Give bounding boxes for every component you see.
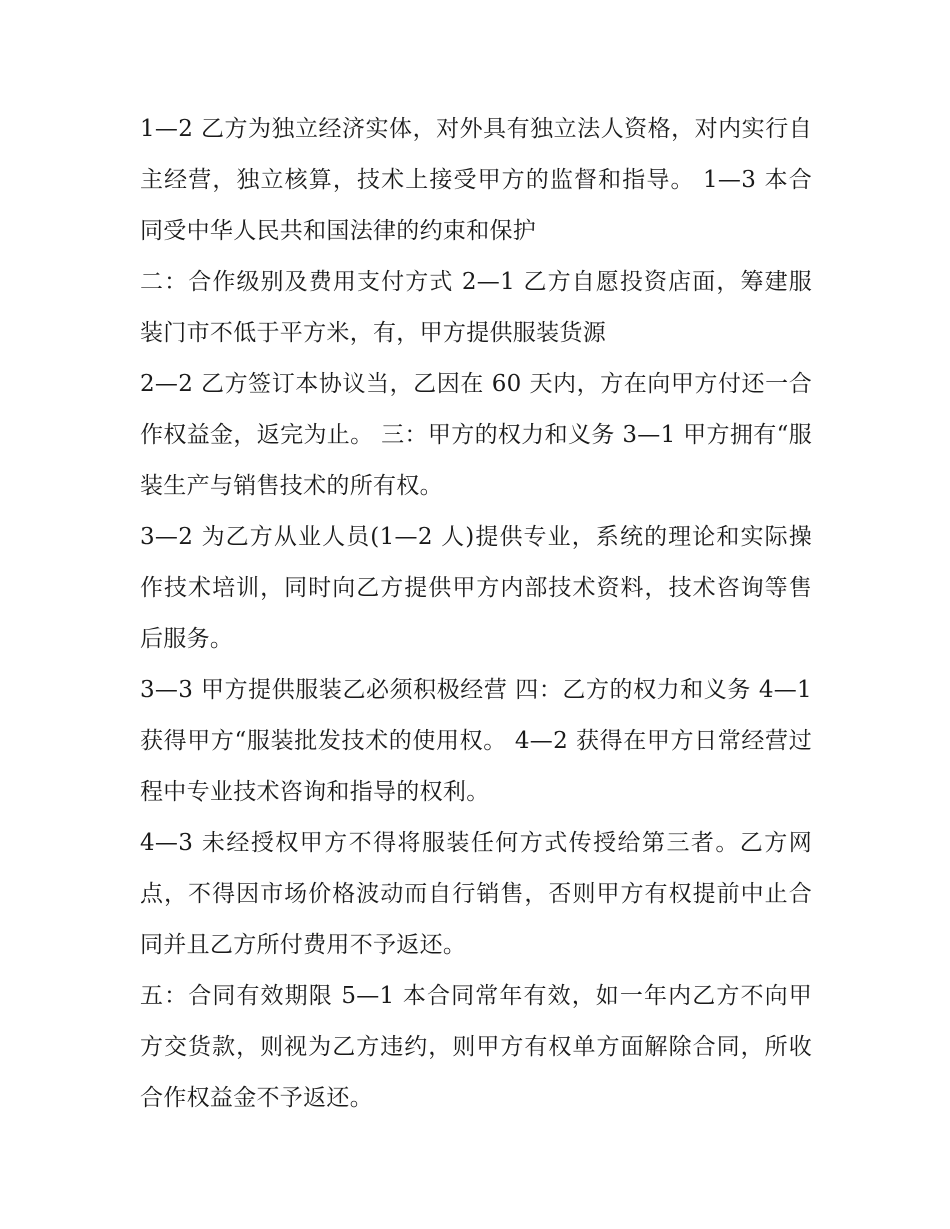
paragraph-clause-2-2: 2—2 乙方签订本协议当，乙因在 60 天内，方在向甲方付还一合作权益金，返完为止。 三：甲方的权力和义务 3—1 甲方拥有“服装生产与销售技术的所有权。 <box>140 371 812 499</box>
paragraph-section-5: 五：合同有效期限 5—1 本合同常年有效，如一年内乙方不向甲方交货款，则视为乙方违约，则甲方有权单方面解除合同，所收合作权益金不予返还。 <box>140 983 812 1111</box>
paragraph-clause-4-3: 4—3 未经授权甲方不得将服装任何方式传授给第三者。乙方网点，不得因市场价格波动而自行销售，否则甲方有权提前中止合同并且乙方所付费用不予返还。 <box>140 830 812 958</box>
paragraph-section-2: 二：合作级别及费用支付方式 2—1 乙方自愿投资店面，筹建服装门市不低于平方米，有，甲方提供服装货源 <box>140 269 812 346</box>
paragraph-clause-3-2: 3—2 为乙方从业人员(1—2 人)提供专业，系统的理论和实际操作技术培训，同时向乙方提供甲方内部技术资料，技术咨询等售后服务。 <box>140 524 812 652</box>
document-body <box>140 104 812 1124</box>
paragraph-clause-1-2: 1—2 乙方为独立经济实体，对外具有独立法人资格，对内实行自主经营，独立核算，技术上接受甲方的监督和指导。 1—3 本合同受中华人民共和国法律的约束和保护 <box>140 116 812 244</box>
paragraph-clause-3-3: 3—3 甲方提供服装乙必须积极经营 四：乙方的权力和义务 4—1 获得甲方“服装批发技术的使用权。 4—2 获得在甲方日常经营过程中专业技术咨询和指导的权利。 <box>140 677 812 805</box>
